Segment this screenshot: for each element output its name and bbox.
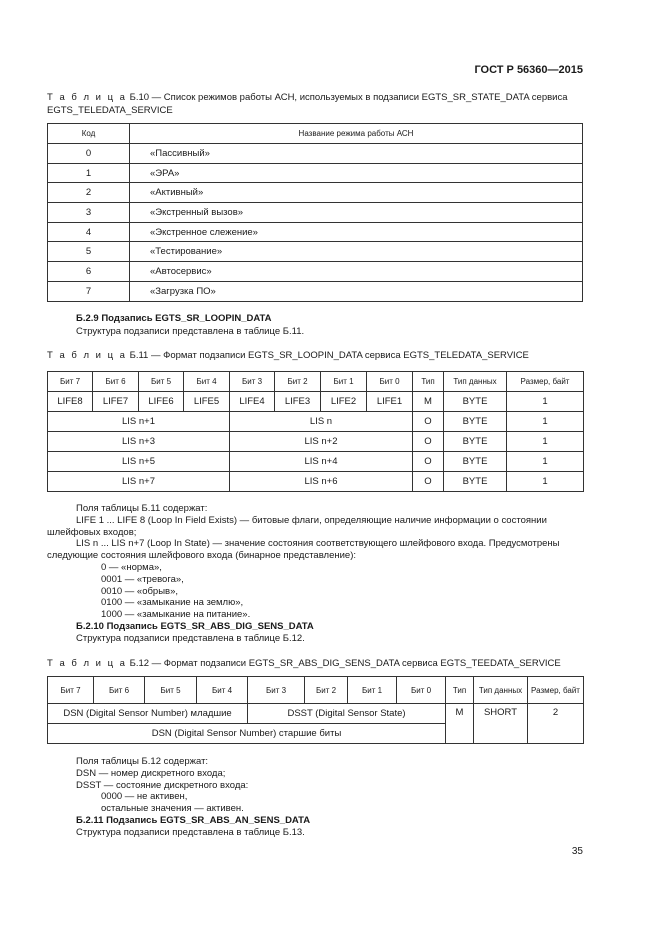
table-row	[48, 203, 583, 223]
fields-b12-block	[47, 756, 583, 839]
table-b12-caption	[47, 657, 583, 670]
table-cell: O	[413, 432, 444, 452]
table-cell: O	[413, 412, 444, 432]
table-cell: O	[413, 472, 444, 492]
header-data-type: Тип данных	[444, 372, 507, 392]
table-cell: BYTE	[444, 432, 507, 452]
fields-b11-lis: LIS n ... LIS n+7 (Loop In State) — значение состояния соответствующего шлейфового входа. Предусмотрены	[76, 538, 560, 550]
table-b11-caption-prefix: Т а б л и ц а	[47, 350, 127, 361]
fields-b12-dsst: DSST — состояние дискретного входа:	[76, 779, 249, 791]
size-cell: 2	[528, 704, 584, 744]
page-number: 35	[571, 846, 583, 857]
mode-name: «ЭРА»	[130, 163, 583, 183]
header-bit0: Бит 0	[397, 677, 446, 704]
fields-b11-intro: Поля таблицы Б.11 содержат:	[76, 503, 208, 514]
header-bit3: Бит 3	[248, 677, 305, 704]
section-b211-text: Структура подзаписи представлена в таблице Б.13.	[76, 826, 305, 838]
mode-name: «Активный»	[130, 183, 583, 203]
table-row	[48, 452, 584, 472]
type-cell: M	[446, 704, 474, 744]
table-cell: LIFE8	[48, 392, 93, 412]
table-cell: LIS n+2	[230, 432, 413, 452]
table-b11-caption-text: Б.11 — Формат подзаписи EGTS_SR_LOOPIN_DATA сервиса EGTS_TELEDATA_SERVICE	[126, 350, 529, 361]
table-cell: LIFE2	[321, 392, 367, 412]
header-bit1: Бит 1	[348, 677, 397, 704]
document-standard-number: ГОСТ Р 56360—2015	[474, 64, 583, 76]
table-cell: LIS n+3	[48, 432, 230, 452]
header-bit6: Бит 6	[94, 677, 145, 704]
table-cell: LIFE5	[184, 392, 230, 412]
state-value: 0 — «норма»,	[101, 561, 162, 573]
mode-code: 2	[48, 183, 130, 203]
table-row	[48, 704, 584, 724]
table-b10-caption	[47, 91, 583, 117]
table-cell: BYTE	[444, 472, 507, 492]
state-value: 0010 — «обрыв»,	[101, 585, 179, 597]
dsst-cell: DSST (Digital Sensor State)	[248, 704, 446, 724]
data-type-cell: SHORT	[474, 704, 528, 744]
header-bit6: Бит 6	[93, 372, 139, 392]
table-row	[48, 412, 584, 432]
table-cell: 1	[507, 452, 584, 472]
table-b10-caption-text: Б.10 — Список режимов работы АСН, используемых в подзаписи EGTS_SR_STATE_DATA сервиса EGTS_TELEDATA_SERVICE	[47, 92, 568, 116]
header-bit4: Бит 4	[197, 677, 248, 704]
table-cell: LIFE3	[275, 392, 321, 412]
mode-code: 5	[48, 242, 130, 262]
mode-name: «Тестирование»	[130, 242, 583, 262]
mode-code: 7	[48, 281, 130, 301]
table-cell: LIFE7	[93, 392, 139, 412]
header-bit5: Бит 5	[139, 372, 184, 392]
header-type: Тип	[413, 372, 444, 392]
table-b11	[47, 371, 584, 492]
mode-code: 6	[48, 262, 130, 282]
table-cell: BYTE	[444, 392, 507, 412]
mode-name: «Экстренное слежение»	[130, 222, 583, 242]
table-cell: LIFE6	[139, 392, 184, 412]
table-cell: BYTE	[444, 412, 507, 432]
header-type: Тип	[446, 677, 474, 704]
fields-b12-vother: остальные значения — активен.	[101, 803, 244, 815]
header-bit1: Бит 1	[321, 372, 367, 392]
section-b29-heading: Б.2.9 Подзапись EGTS_SR_LOOPIN_DATA	[76, 313, 272, 324]
table-row	[48, 163, 583, 183]
header-bit7: Бит 7	[48, 677, 94, 704]
table-cell: 1	[507, 472, 584, 492]
state-value: 1000 — «замыкание на питание».	[101, 609, 251, 621]
mode-code: 3	[48, 203, 130, 223]
fields-b11-life-cont: шлейфовых входов;	[47, 526, 137, 538]
mode-code: 0	[48, 144, 130, 164]
table-cell: O	[413, 452, 444, 472]
table-cell: 1	[507, 432, 584, 452]
table-b12-caption-text: Б.12 — Формат подзаписи EGTS_SR_ABS_DIG_SENS_DATA сервиса EGTS_TEEDATA_SERVICE	[126, 658, 561, 669]
dsn-low-cell: DSN (Digital Sensor Number) младшие	[48, 704, 248, 724]
mode-name: «Загрузка ПО»	[130, 281, 583, 301]
table-cell: LIS n+4	[230, 452, 413, 472]
table-b10	[47, 123, 583, 302]
mode-name: «Экстренный вызов»	[130, 203, 583, 223]
table-row	[48, 144, 583, 164]
table-cell: 1	[507, 392, 584, 412]
header-size: Размер, байт	[507, 372, 584, 392]
table-cell: M	[413, 392, 444, 412]
header-bit3: Бит 3	[230, 372, 275, 392]
section-b210-heading: Б.2.10 Подзапись EGTS_SR_ABS_DIG_SENS_DATA	[76, 620, 314, 632]
table-row	[48, 222, 583, 242]
mode-code: 4	[48, 222, 130, 242]
section-b211-heading: Б.2.11 Подзапись EGTS_SR_ABS_AN_SENS_DATA	[76, 814, 311, 826]
table-cell: LIFE1	[367, 392, 413, 412]
table-cell: BYTE	[444, 452, 507, 472]
table-b11-caption	[47, 349, 583, 362]
table-row	[48, 183, 583, 203]
table-row	[48, 432, 584, 452]
table-b10-col-name: Название режима работы АСН	[130, 124, 583, 144]
table-row	[48, 262, 583, 282]
table-row	[48, 392, 584, 412]
header-bit7: Бит 7	[48, 372, 93, 392]
section-b210-text: Структура подзаписи представлена в таблице Б.12.	[76, 632, 305, 644]
header-bit4: Бит 4	[184, 372, 230, 392]
fields-b11-life: LIFE 1 ... LIFE 8 (Loop In Field Exists) — битовые флаги, определяющие наличие информации о состоянии	[76, 514, 547, 526]
header-bit2: Бит 2	[305, 677, 348, 704]
table-row	[48, 281, 583, 301]
table-b12-header-row	[48, 677, 584, 704]
table-b12-caption-prefix: Т а б л и ц а	[47, 658, 127, 669]
table-cell: LIS n+5	[48, 452, 230, 472]
mode-code: 1	[48, 163, 130, 183]
mode-name: «Пассивный»	[130, 144, 583, 164]
header-bit5: Бит 5	[145, 677, 197, 704]
table-cell: LIFE4	[230, 392, 275, 412]
fields-b12-intro: Поля таблицы Б.12 содержат:	[76, 756, 209, 767]
table-b10-col-code: Код	[48, 124, 130, 144]
table-cell: LIS n+6	[230, 472, 413, 492]
table-b12	[47, 676, 584, 744]
section-b29-text: Структура подзаписи представлена в таблице Б.11.	[76, 326, 305, 337]
header-size: Размер, байт	[528, 677, 584, 704]
table-b10-header-row	[48, 124, 583, 144]
header-data-type: Тип данных	[474, 677, 528, 704]
header-bit0: Бит 0	[367, 372, 413, 392]
table-cell: 1	[507, 412, 584, 432]
table-b11-header-row	[48, 372, 584, 392]
fields-b12-v0000: 0000 — не активен,	[101, 791, 188, 803]
dsn-high-cell: DSN (Digital Sensor Number) старшие биты	[48, 724, 446, 744]
table-b10-caption-prefix: Т а б л и ц а	[47, 92, 127, 103]
state-value: 0001 — «тревога»,	[101, 573, 184, 585]
table-row	[48, 472, 584, 492]
table-cell: LIS n+7	[48, 472, 230, 492]
table-cell: LIS n+1	[48, 412, 230, 432]
fields-b12-dsn: DSN — номер дискретного входа;	[76, 767, 226, 779]
header-bit2: Бит 2	[275, 372, 321, 392]
state-value: 0100 — «замыкание на землю»,	[101, 597, 244, 609]
table-row	[48, 242, 583, 262]
fields-b11-lis-cont: следующие состояния шлейфового входа (бинарное представление):	[47, 550, 357, 562]
table-cell: LIS n	[230, 412, 413, 432]
mode-name: «Автосервис»	[130, 262, 583, 282]
fields-b11-block	[47, 503, 583, 645]
